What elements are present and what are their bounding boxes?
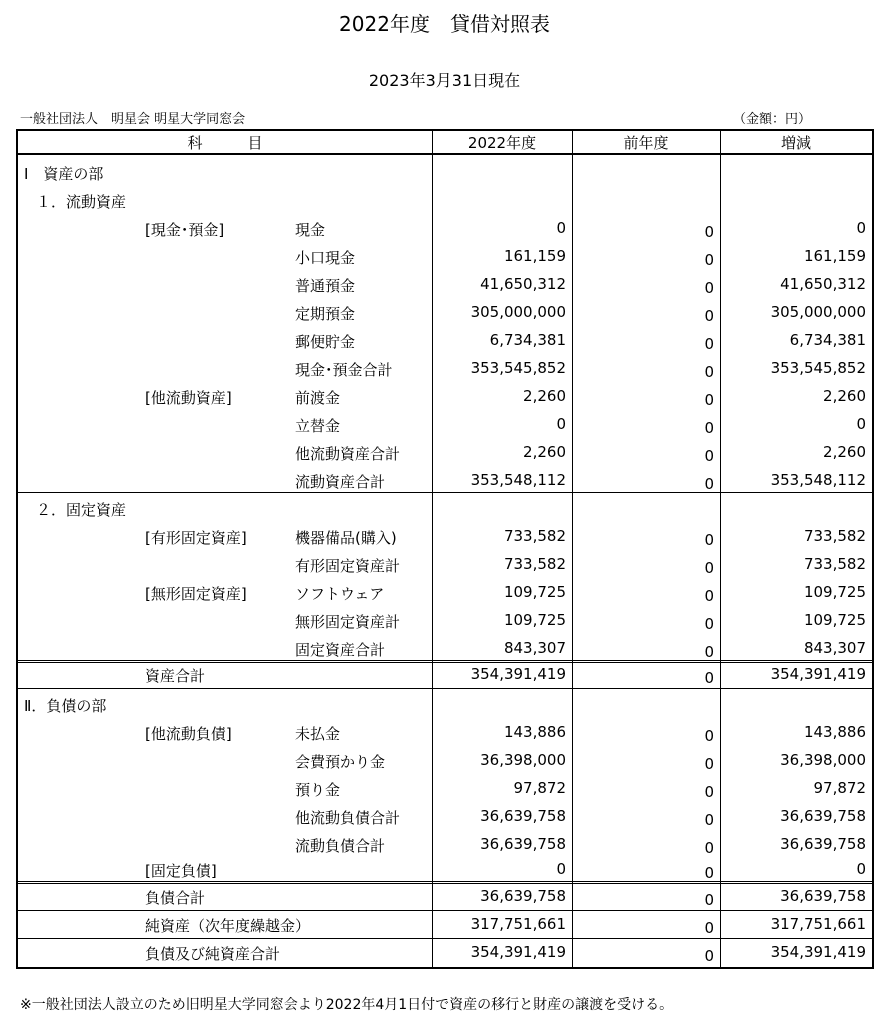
change-value: 36,639,758 <box>780 887 866 905</box>
current-year-value: 109,725 <box>503 611 566 629</box>
previous-year-value: 0 <box>704 391 714 409</box>
previous-year-value: 0 <box>704 839 714 857</box>
group-label: [無形固定資産] <box>145 585 247 603</box>
subsection-heading: ２．固定資産 <box>36 501 127 519</box>
table-row <box>18 298 872 326</box>
header-previous-year: 前年度 <box>572 131 720 155</box>
total-label: 負債及び純資産合計 <box>145 945 281 963</box>
item-label: 現金･預金合計 <box>295 361 393 379</box>
change-value: 354,391,419 <box>770 943 866 961</box>
group-label: [他流動資産] <box>145 389 232 407</box>
table-row <box>18 718 872 746</box>
subsection-heading: １．流動資産 <box>36 193 127 211</box>
change-value: 305,000,000 <box>770 303 866 321</box>
change-value: 317,751,661 <box>770 915 866 933</box>
previous-year-value: 0 <box>704 363 714 381</box>
previous-year-value: 0 <box>704 475 714 493</box>
item-label: 他流動資産合計 <box>295 445 401 463</box>
table-row <box>18 938 872 966</box>
current-year-value: 109,725 <box>503 583 566 601</box>
change-value: 354,391,419 <box>770 665 866 683</box>
change-value: 36,398,000 <box>780 751 866 769</box>
table-row <box>18 606 872 634</box>
item-label: 未払金 <box>295 725 341 743</box>
previous-year-value: 0 <box>704 307 714 325</box>
current-year-value: 161,159 <box>503 247 566 265</box>
table-row <box>18 186 872 214</box>
row-divider <box>18 688 872 689</box>
change-value: 353,548,112 <box>770 471 866 489</box>
previous-year-value: 0 <box>704 947 714 965</box>
change-value: 36,639,758 <box>780 835 866 853</box>
table-row <box>18 578 872 606</box>
change-value: 97,872 <box>813 779 866 797</box>
item-label: 無形固定資産計 <box>295 613 401 631</box>
item-label: 固定資産合計 <box>295 641 386 659</box>
item-label: 定期預金 <box>295 305 356 323</box>
current-year-value: 36,639,758 <box>480 887 566 905</box>
table-row <box>18 410 872 438</box>
table-row <box>18 214 872 242</box>
table-row <box>18 326 872 354</box>
change-value: 0 <box>856 219 866 237</box>
current-year-value: 354,391,419 <box>470 665 566 683</box>
current-year-value: 6,734,381 <box>489 331 566 349</box>
change-value: 6,734,381 <box>789 331 866 349</box>
change-value: 143,886 <box>803 723 866 741</box>
total-label: 負債合計 <box>145 889 206 907</box>
previous-year-value: 0 <box>704 811 714 829</box>
table-row <box>18 550 872 578</box>
change-value: 843,307 <box>803 639 866 657</box>
change-value: 41,650,312 <box>780 275 866 293</box>
table-row <box>18 354 872 382</box>
change-value: 2,260 <box>823 387 866 405</box>
total-label: 資産合計 <box>145 667 206 685</box>
table-row <box>18 242 872 270</box>
change-value: 161,159 <box>803 247 866 265</box>
table-row <box>18 522 872 550</box>
change-value: 2,260 <box>823 443 866 461</box>
table-row <box>18 830 872 858</box>
item-label: 前渡金 <box>295 389 341 407</box>
change-value: 733,582 <box>803 527 866 545</box>
item-label: 預り金 <box>295 781 341 799</box>
change-value: 36,639,758 <box>780 807 866 825</box>
previous-year-value: 0 <box>704 419 714 437</box>
organization-name: 一般社団法人 明星会 明星大学同窓会 <box>20 112 246 127</box>
current-year-value: 0 <box>556 860 566 878</box>
current-year-value: 0 <box>556 219 566 237</box>
previous-year-value: 0 <box>704 891 714 909</box>
item-label: 郵便貯金 <box>295 333 356 351</box>
previous-year-value: 0 <box>704 335 714 353</box>
table-row <box>18 382 872 410</box>
current-year-value: 305,000,000 <box>470 303 566 321</box>
previous-year-value: 0 <box>704 669 714 687</box>
current-year-value: 0 <box>556 415 566 433</box>
current-year-value: 733,582 <box>503 555 566 573</box>
previous-year-value: 0 <box>704 223 714 241</box>
item-label: 他流動負債合計 <box>295 809 401 827</box>
change-value: 109,725 <box>803 611 866 629</box>
as-of-date: 2023年3月31日現在 <box>368 71 521 90</box>
current-year-value: 143,886 <box>503 723 566 741</box>
table-row <box>18 660 872 688</box>
group-label: [現金･預金] <box>145 221 225 239</box>
current-year-value: 36,639,758 <box>480 835 566 853</box>
current-year-value: 353,548,112 <box>470 471 566 489</box>
previous-year-value: 0 <box>704 864 714 882</box>
item-label: 有形固定資産計 <box>295 557 401 575</box>
current-year-value: 36,639,758 <box>480 807 566 825</box>
current-year-value: 843,307 <box>503 639 566 657</box>
group-label: [固定負債] <box>145 862 217 880</box>
previous-year-value: 0 <box>704 587 714 605</box>
current-year-value: 2,260 <box>523 443 566 461</box>
previous-year-value: 0 <box>704 447 714 465</box>
previous-year-value: 0 <box>704 643 714 661</box>
previous-year-value: 0 <box>704 755 714 773</box>
item-label: 機器備品(購入) <box>295 529 397 547</box>
item-label: ソフトウェア <box>295 585 385 603</box>
currency-unit: （金額：円） <box>733 112 812 127</box>
current-year-value: 354,391,419 <box>470 943 566 961</box>
current-year-value: 97,872 <box>513 779 566 797</box>
section-heading: Ⅱ．負債の部 <box>24 697 107 715</box>
table-row <box>18 466 872 494</box>
previous-year-value: 0 <box>704 919 714 937</box>
previous-year-value: 0 <box>704 783 714 801</box>
previous-year-value: 0 <box>704 559 714 577</box>
document-title: 2022年度 貸借対照表 <box>339 12 550 36</box>
item-label: 小口現金 <box>295 249 356 267</box>
item-label: 立替金 <box>295 417 341 435</box>
current-year-value: 353,545,852 <box>470 359 566 377</box>
change-value: 0 <box>856 860 866 878</box>
current-year-value: 36,398,000 <box>480 751 566 769</box>
change-value: 109,725 <box>803 583 866 601</box>
item-label: 流動負債合計 <box>295 837 386 855</box>
footnote: ※一般社団法人設立のため旧明星大学同窓会より2022年4月1日付で資産の移行と財産の譲渡を受ける。 <box>20 997 674 1013</box>
header-account: 科 目 <box>18 131 432 155</box>
previous-year-value: 0 <box>704 615 714 633</box>
item-label: 会費預かり金 <box>295 753 386 771</box>
current-year-value: 41,650,312 <box>480 275 566 293</box>
table-row <box>18 270 872 298</box>
change-value: 733,582 <box>803 555 866 573</box>
header-change: 増減 <box>720 131 872 155</box>
previous-year-value: 0 <box>704 531 714 549</box>
table-row <box>18 910 872 938</box>
change-value: 353,545,852 <box>770 359 866 377</box>
current-year-value: 733,582 <box>503 527 566 545</box>
group-label: [他流動負債] <box>145 725 232 743</box>
table-row <box>18 774 872 802</box>
table-row <box>18 855 872 883</box>
previous-year-value: 0 <box>704 727 714 745</box>
table-row <box>18 494 872 522</box>
table-row <box>18 690 872 718</box>
table-row <box>18 634 872 662</box>
current-year-value: 317,751,661 <box>470 915 566 933</box>
table-row <box>18 746 872 774</box>
previous-year-value: 0 <box>704 279 714 297</box>
item-label: 普通預金 <box>295 277 356 295</box>
table-row <box>18 882 872 910</box>
change-value: 0 <box>856 415 866 433</box>
header-current-year: 2022年度 <box>432 131 572 155</box>
group-label: [有形固定資産] <box>145 529 247 547</box>
current-year-value: 2,260 <box>523 387 566 405</box>
table-row <box>18 158 872 186</box>
item-label: 流動資産合計 <box>295 473 386 491</box>
previous-year-value: 0 <box>704 251 714 269</box>
total-label: 純資産（次年度繰越金） <box>145 917 311 935</box>
item-label: 現金 <box>295 221 326 239</box>
table-row <box>18 802 872 830</box>
table-row <box>18 438 872 466</box>
section-heading: Ⅰ 資産の部 <box>24 165 104 183</box>
